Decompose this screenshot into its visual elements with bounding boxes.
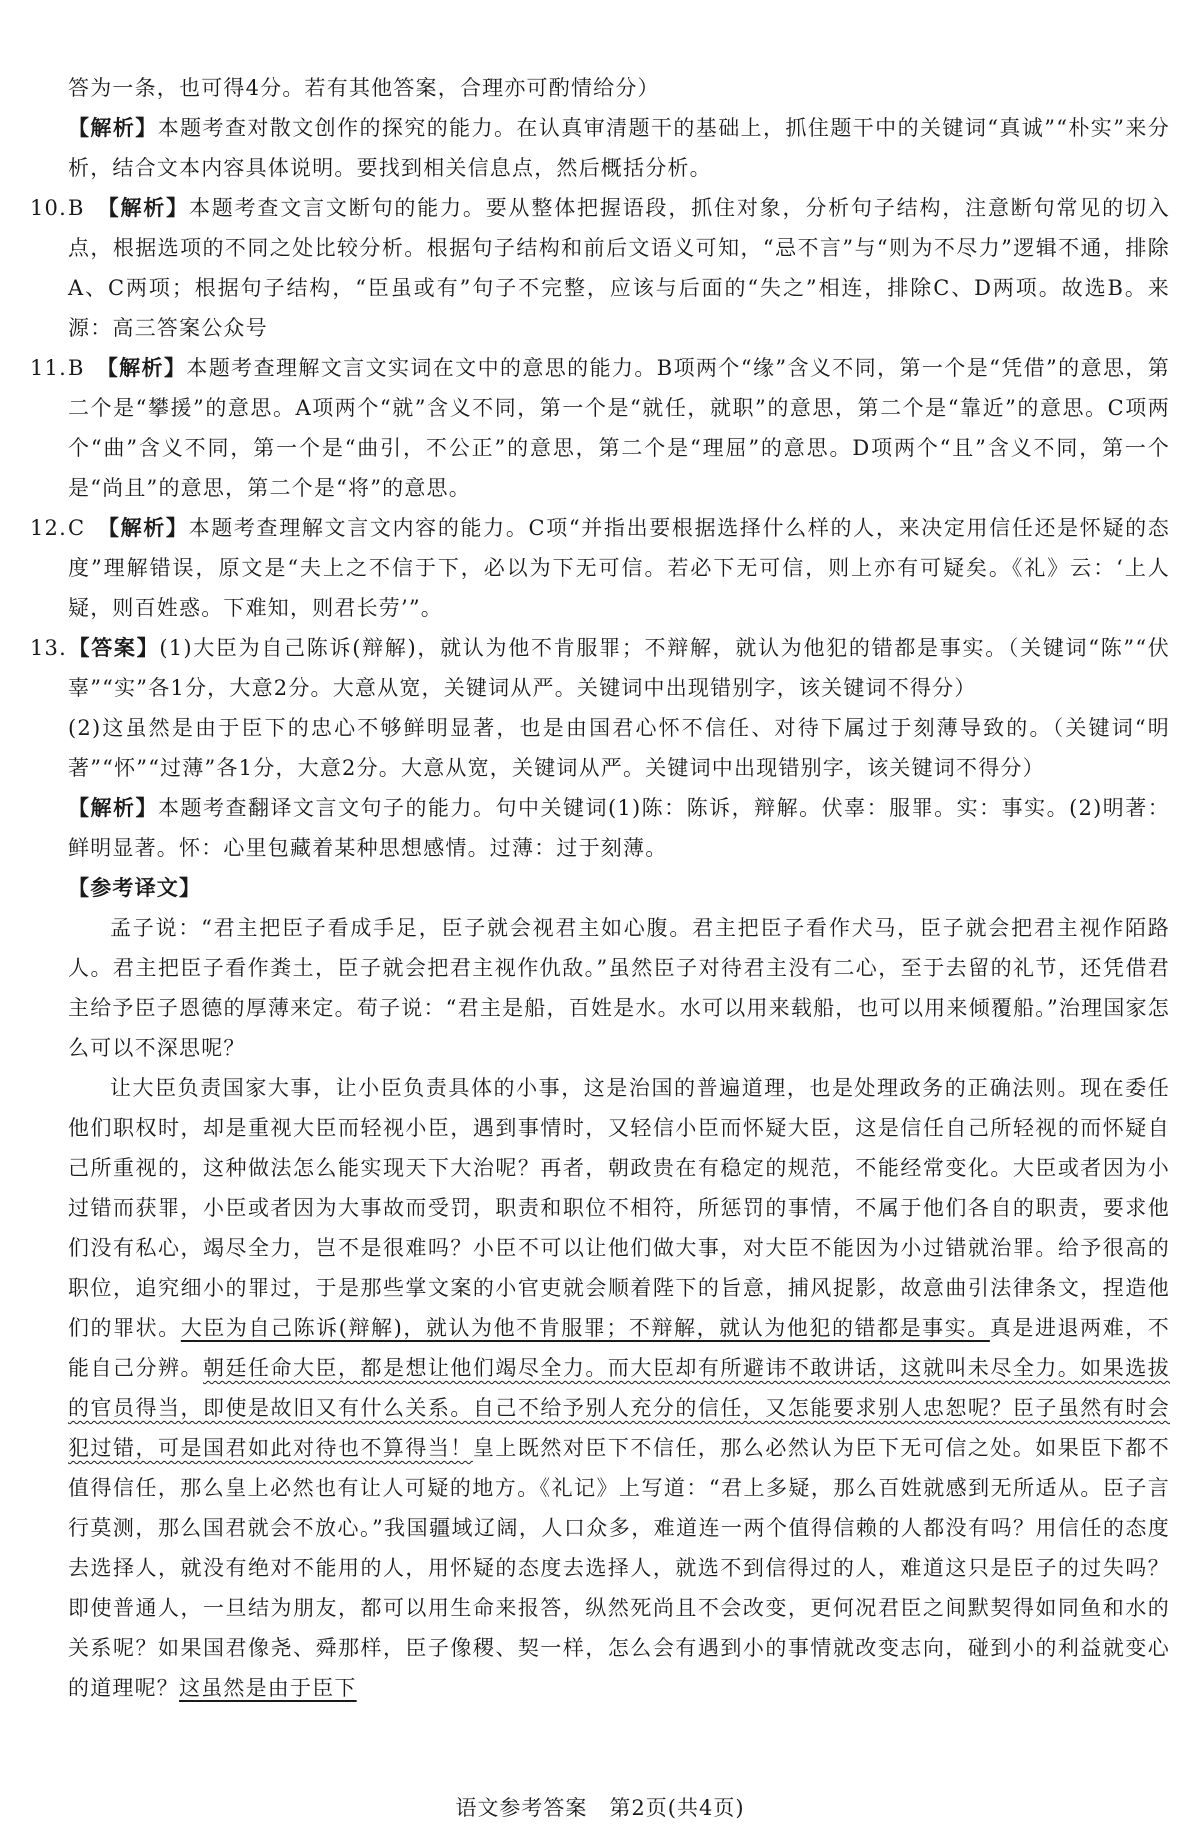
translation-paragraph-2: 让大臣负责国家大事，让小臣负责具体的小事，这是治国的普遍道理，也是处理政务的正确法则。现在委任他们职权时，却是重视大臣而轻视小臣，遇到事情时，又轻信小臣而怀疑大臣，这是信任自己所轻视的而怀疑自己所重视的，这种做法怎么能实现天下大治呢？再者，朝政贵在有稳定的规范，不能经常变化。大臣或者因为小过错而获罪，小臣或者因为大事故而受罚，职责和职位不相符，所惩罚的事情，不属于他们各自的职责，要求他们没有私心，竭尽全力，岂不是很难吗？小臣不可以让他们做大事，对大臣不能因为小过错就治罪。给予很高的职位，追究细小的罪过，于是那些掌文案的小官吏就会顺着陛下的旨意，捕风捉影，故意曲引法律条文，捏造他们的罪状。大臣为自己陈诉(辩解)，就认为他不肯服罪；不辩解，就认为他犯的错都是事实。真是进退两难，不能自己分辨。朝廷任命大臣，都是想让他们竭尽全力。而大臣却有所避讳不敢讲话，这就叫未尽全力。如果选拔的官员得当，即使是故旧又有什么关系。自己不给予别人充分的信任，又怎能要求别人忠恕呢？臣子虽然有时会犯过错，可是国君如此对待也不算得当！皇上既然对臣下不信任，那么必然认为臣下无可信之处。如果臣下都不值得信任，那么皇上必然也有让人可疑的地方。《礼记》上写道：“君上多疑，那么百姓就感到无所适从。臣子言行莫测，那么国君就会不放心。”我国疆域辽阔，人口众多，难道连一两个值得信赖的人都没有吗？用信任的态度去选择人，就没有绝对不能用的人，用怀疑的态度去选择人，就选不到信得过的人，难道这只是臣子的过失吗？即使普通人，一旦结为朋友，都可以用生命来报答，纵然死尚且不会改变，更何况君臣之间默契得如同鱼和水的关系呢？如果国君像尧、舜那样，臣子像稷、契一样，怎么会有遇到小的事情就改变志向，碰到小的利益就变心的道理呢？这虽然是由于臣下: [68, 1076, 1170, 1700]
analysis-tag: 【解析】: [107, 356, 187, 380]
analysis-block: 【解析】本题考查翻译文言文句子的能力。句中关键词(1)陈：陈诉，辩解。伏辜：服罪。实：事实。(2)明著：鲜明显著。怀：心里包藏着某种思想感情。过薄：过于刻薄。: [68, 796, 1170, 860]
answer-part-2: (2)这虽然是由于臣下的忠心不够鲜明显著，也是由国君心怀不信任、对待下属过于刻薄导致的。（关键词“明著”“怀”“过薄”各1分，大意2分。大意从宽，关键词从严。关键词中出现错别字，该关键词不得分）: [68, 716, 1170, 780]
continued-answer: 答为一条，也可得4分。若有其他答案，合理亦可酌情给分）: [68, 76, 660, 100]
underlined-sentence: 大臣为自己陈诉(辩解)，就认为他不肯服罪；不辩解，就认为他犯的错都是事实。: [180, 1316, 990, 1340]
underlined-sentence: 这虽然是由于臣下: [179, 1676, 357, 1700]
analysis-tag: 【解析】: [68, 116, 158, 140]
answer-tag: 【答案】: [68, 636, 160, 660]
question-13: 13.【答案】(1)大臣为自己陈诉(辩解)，就认为他不肯服罪；不辩解，就认为他犯的错都是事实。（关键词“陈”“伏辜”“实”各1分，大意2分。大意从宽，关键词从严。关键词中出现错别字，该关键词不得分）: [30, 628, 1170, 708]
question-number: 13.: [30, 636, 67, 660]
answer-letter: C: [68, 516, 86, 540]
analysis-block: 【解析】本题考查对散文创作的探究的能力。在认真审清题干的基础上，抓住题干中的关键词“真诚”“朴实”来分析，结合文本内容具体说明。要找到相关信息点，然后概括分析。: [68, 116, 1170, 180]
analysis-tag: 【解析】: [108, 196, 189, 220]
wavy-underlined-passage: 朝廷任命大臣，都是想让他们竭尽全力。而大臣却有所避讳不敢讲话，这就叫未尽全力。如果选拔的官员得当，即使是故旧又有什么关系。自己不给予别人充分的信任，又怎能要求别人忠恕呢？臣子虽然有时会犯过错，可是国君如此对待也不算得当！: [68, 1356, 1170, 1460]
reference-translation-heading: 【参考译文】: [68, 876, 202, 900]
question-12: 12.C 【解析】本题考查理解文言文内容的能力。C项“并指出要根据选择什么样的人，来决定用信任还是怀疑的态度”理解错误，原文是“夫上之不信于下，必以为下无可信。若必下无可信，则上亦有可疑矣。《礼》云：‘上人疑，则百姓惑。下难知，则君长劳’”。: [30, 508, 1170, 628]
question-number: 12.: [30, 516, 67, 540]
question-10: 10.B 【解析】本题考查文言文断句的能力。要从整体把握语段，抓住对象，分析句子结构，注意断句常见的切入点，根据选项的不同之处比较分析。根据句子结构和前后文语义可知，“忌不言”与“则为不尽力”逻辑不通，排除A、C两项；根据句子结构，“臣虽或有”句子不完整，应该与后面的“失之”相连，排除C、D两项。故选B。来源：高三答案公众号: [30, 188, 1170, 348]
translation-paragraph-1: 孟子说：“君主把臣子看成手足，臣子就会视君主如心腹。君主把臣子看作犬马，臣子就会把君主视作陌路人。君主把臣子看作粪土，臣子就会把君主视作仇敌。”虽然臣子对待君主没有二心，至于去留的礼节，还凭借君主给予臣子恩德的厚薄来定。荀子说：“君主是船，百姓是水。水可以用来载船，也可以用来倾覆船。”治理国家怎么可以不深思呢？: [68, 916, 1170, 1060]
answer-letter: B: [68, 196, 85, 220]
question-number: 11.: [30, 356, 67, 380]
question-number: 10.: [30, 196, 67, 220]
analysis-tag: 【解析】: [68, 796, 158, 820]
answer-letter: B: [68, 356, 85, 380]
question-11: 11.B 【解析】本题考查理解文言文实词在文中的意思的能力。B项两个“缘”含义不同，第一个是“凭借”的意思，第二个是“攀援”的意思。A项两个“就”含义不同，第一个是“就任，就职”的意思，第二个是“靠近”的意思。C项两个“曲”含义不同，第一个是“曲引，不公正”的意思，第二个是“理屈”的意思。D项两个“且”含义不同，第一个是“尚且”的意思，第二个是“将”的意思。: [30, 348, 1170, 508]
analysis-tag: 【解析】: [108, 516, 189, 540]
page-footer: 语文参考答案 第2页(共4页): [455, 1796, 745, 1820]
